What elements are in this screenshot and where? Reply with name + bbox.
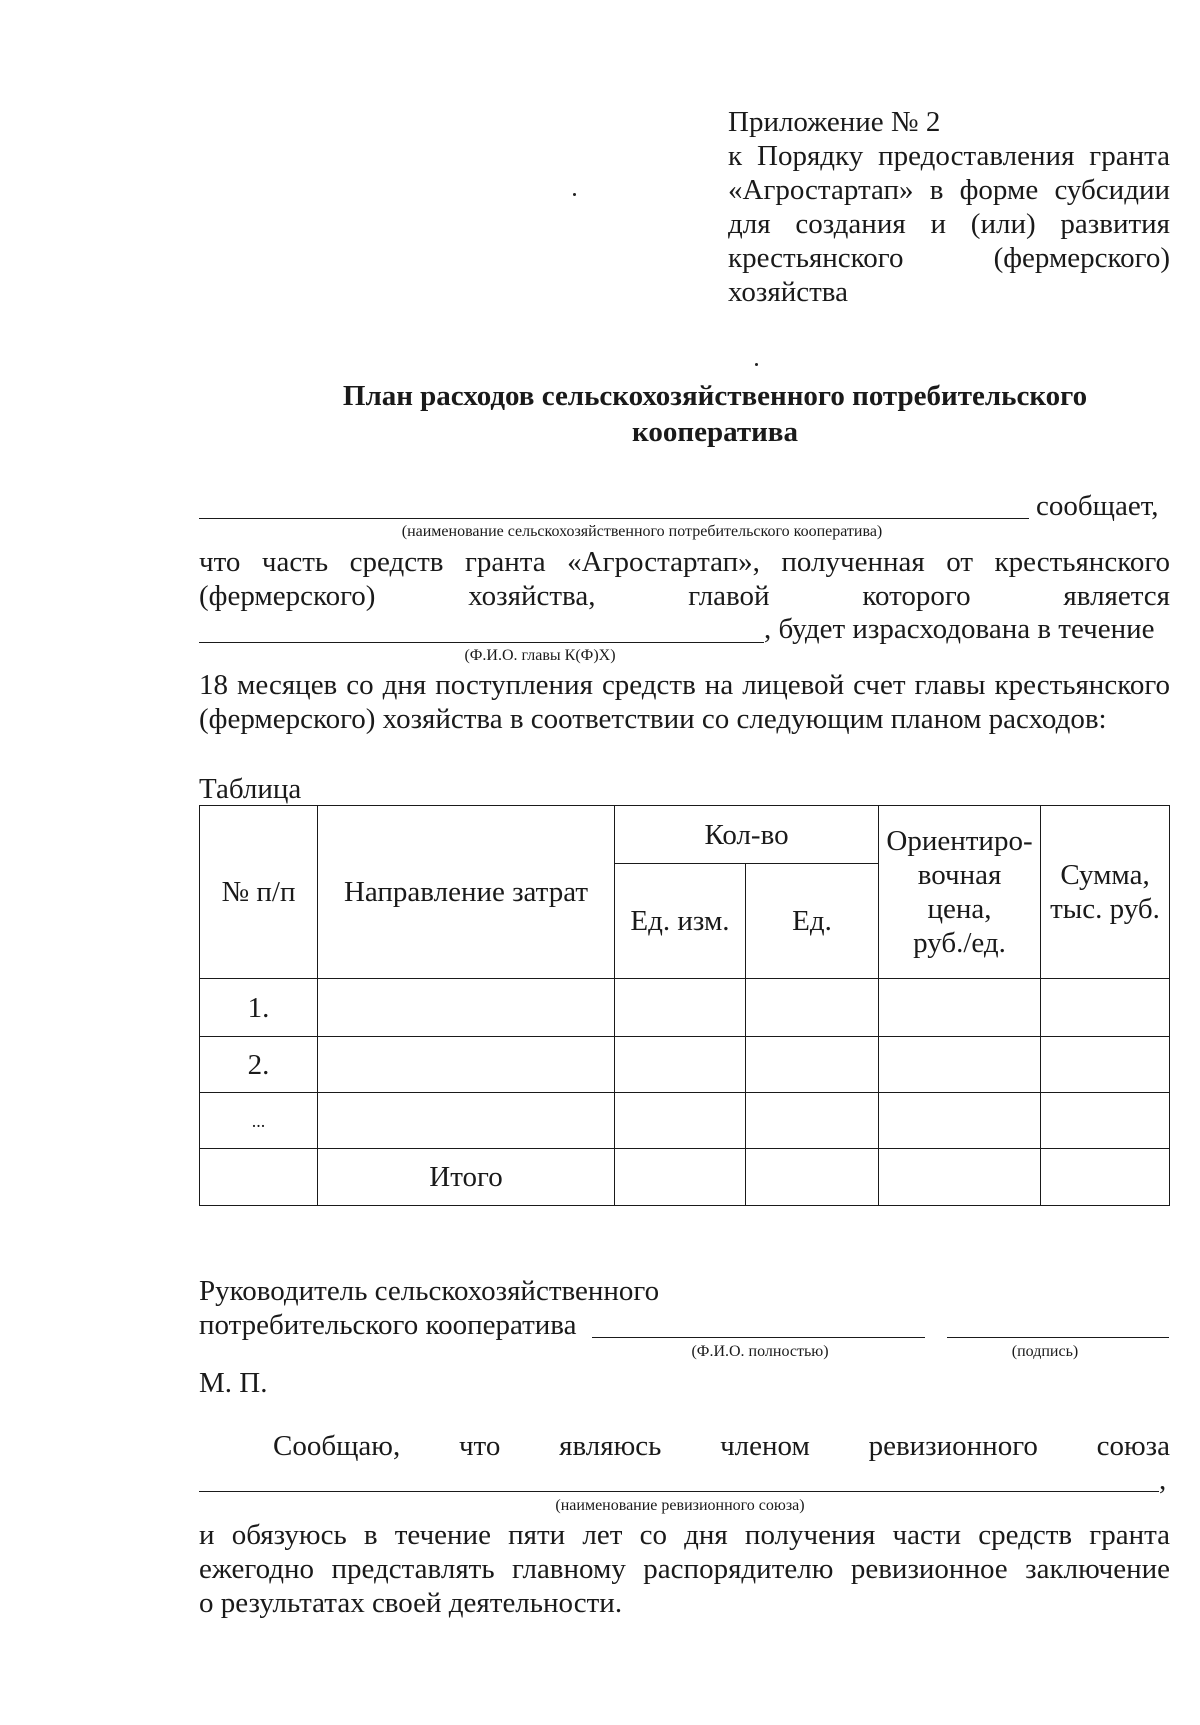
header-unit: Ед. изм. xyxy=(615,864,746,979)
table-cell[interactable] xyxy=(318,979,615,1037)
table-cell[interactable] xyxy=(746,979,879,1037)
appendix-line: «Агростартап» в форме субсидии xyxy=(728,174,1170,206)
table-cell[interactable] xyxy=(746,1037,879,1093)
signature-role-line: потребительского кооператива xyxy=(199,1309,577,1341)
audit-line: о результатах своей деятельности. xyxy=(199,1587,623,1619)
reports-word: сообщает, xyxy=(1036,490,1159,522)
table-cell[interactable] xyxy=(746,1093,879,1149)
comma: , xyxy=(1159,1464,1167,1496)
header-price-line: цена, xyxy=(927,893,992,925)
fio-field[interactable] xyxy=(592,1337,925,1338)
table-cell[interactable] xyxy=(1041,1093,1170,1149)
table-cell[interactable] xyxy=(615,1037,746,1093)
header-sum-line: Сумма, xyxy=(1060,859,1150,891)
header-direction: Направление затрат xyxy=(318,806,615,979)
table-cell[interactable] xyxy=(615,1149,746,1206)
table-cell[interactable] xyxy=(879,1037,1041,1093)
title-line: кооператива xyxy=(632,416,798,448)
header-sum xyxy=(1041,806,1170,979)
scan-dot xyxy=(755,363,758,366)
intro-line: (фермерского) хозяйства, главой которого является xyxy=(199,580,1170,612)
table-cell xyxy=(200,1149,318,1206)
intro-line: (фермерского) хозяйства в соответствии со следующим планом расходов: xyxy=(199,703,1107,735)
table-cell[interactable] xyxy=(318,1093,615,1149)
intro-line: 18 месяцев со дня поступления средств на лицевой счет главы крестьянского xyxy=(199,669,1170,701)
table-cell[interactable] xyxy=(1041,1037,1170,1093)
coop-name-field[interactable] xyxy=(199,518,1029,519)
appendix-number: Приложение № 2 xyxy=(728,106,941,138)
head-name-caption: (Ф.И.О. главы К(Ф)Х) xyxy=(464,647,616,664)
table-header-row xyxy=(200,806,1170,864)
audit-line: и обязуюсь в течение пяти лет со дня получения части средств гранта xyxy=(199,1519,1170,1551)
table-cell[interactable] xyxy=(615,979,746,1037)
union-name-field[interactable] xyxy=(199,1491,1159,1492)
table-cell[interactable] xyxy=(879,979,1041,1037)
table-caption: Таблица xyxy=(199,773,302,805)
total-label: Итого xyxy=(318,1149,615,1206)
scan-dot xyxy=(573,193,576,196)
table-row xyxy=(200,979,1170,1037)
header-units: Ед. xyxy=(746,864,879,979)
signature-role-line: Руководитель сельскохозяйственного xyxy=(199,1275,660,1307)
header-num: № п/п xyxy=(200,806,318,979)
appendix-line: для создания и (или) развития xyxy=(728,208,1170,240)
intro-line: что часть средств гранта «Агростартап», полученная от крестьянского xyxy=(199,546,1170,578)
fio-caption: (Ф.И.О. полностью) xyxy=(691,1343,829,1360)
stamp-place: М. П. xyxy=(199,1367,268,1399)
union-name-caption: (наименование ревизионного союза) xyxy=(555,1497,805,1514)
header-price-line: Ориентиро- xyxy=(886,825,1033,857)
header-qty: Кол-во xyxy=(615,806,879,864)
table-row xyxy=(200,1037,1170,1093)
appendix-line: к Порядку предоставления гранта xyxy=(728,140,1170,172)
header-sum-line: тыс. руб. xyxy=(1050,893,1160,925)
coop-name-caption: (наименование сельскохозяйственного потребительского кооператива) xyxy=(401,523,883,540)
table-cell[interactable] xyxy=(1041,979,1170,1037)
table-row xyxy=(200,1093,1170,1149)
audit-line: Сообщаю, что являюсь членом ревизионного союза xyxy=(273,1430,1170,1462)
table-cell[interactable] xyxy=(879,1093,1041,1149)
appendix-line: крестьянского (фермерского) xyxy=(728,242,1170,274)
table-cell[interactable] xyxy=(615,1093,746,1149)
table-cell[interactable] xyxy=(746,1149,879,1206)
signature-field[interactable] xyxy=(947,1337,1169,1338)
table-cell[interactable] xyxy=(318,1037,615,1093)
table-cell[interactable] xyxy=(879,1149,1041,1206)
intro-line-suffix: , будет израсходована в течение xyxy=(764,613,1155,645)
sign-caption: (подпись) xyxy=(1011,1343,1079,1360)
head-name-field[interactable] xyxy=(199,642,764,643)
expense-plan-table xyxy=(199,805,1170,1206)
audit-line: ежегодно представлять главному распорядителю ревизионное заключение xyxy=(199,1553,1170,1585)
header-price xyxy=(879,806,1041,979)
row-number: 2. xyxy=(200,1037,318,1093)
title-line: План расходов сельскохозяйственного потребительского xyxy=(342,380,1088,412)
appendix-line: хозяйства xyxy=(728,276,848,308)
table-total-row xyxy=(200,1149,1170,1206)
document-title xyxy=(300,378,1130,450)
table-cell[interactable] xyxy=(1041,1149,1170,1206)
appendix-header xyxy=(728,105,1170,309)
header-price-line: руб./ед. xyxy=(913,927,1006,959)
row-number: 1. xyxy=(200,979,318,1037)
header-price-line: вочная xyxy=(917,859,1002,891)
row-number: ... xyxy=(200,1093,318,1149)
